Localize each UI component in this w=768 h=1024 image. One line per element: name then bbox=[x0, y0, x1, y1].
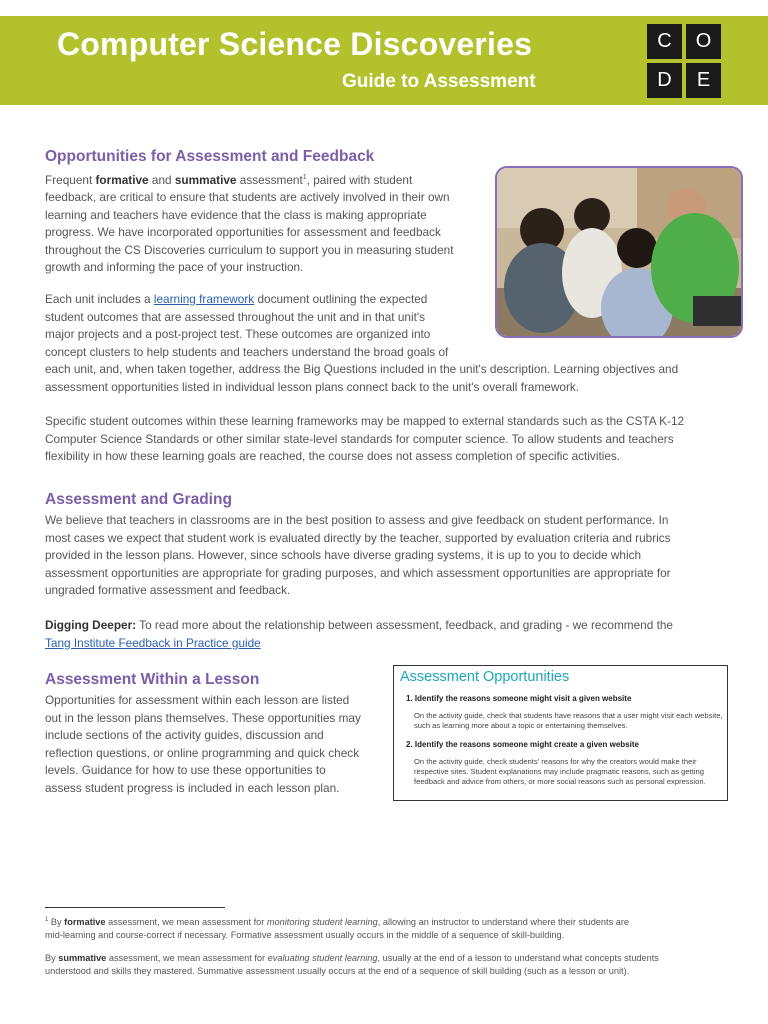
students-photo bbox=[495, 166, 743, 338]
document-title: Computer Science Discoveries bbox=[57, 26, 533, 62]
paragraph-standards: Specific student outcomes within these learning frameworks may be mapped to external standards such as the CSTA K-12 Computer Science Standards or other similar state-level standards for computer science. To allow students and teachers flexibility in how these learning goals are reached, the course does not assess completion of specific activities. bbox=[45, 414, 685, 463]
section-heading-grading: Assessment and Grading bbox=[45, 491, 232, 508]
section-heading-within-lesson: Assessment Within a Lesson bbox=[45, 671, 260, 688]
students-illustration bbox=[497, 168, 741, 336]
paragraph-digging-deeper: Digging Deeper: To read more about the relationship between assessment, feedback, and grading - we recommend the Tang Institute Feedback in Practice guide bbox=[45, 618, 673, 650]
footnote-marker: 1 bbox=[302, 174, 307, 181]
logo-letter: D bbox=[647, 63, 682, 98]
code-logo bbox=[647, 24, 721, 98]
paragraph-frequent-assessment: Frequent formative and summative assessment$^1$, paired with student feedback, are critical to ensure that students are actively involved in their own learning and teachers have evidence that the class is making appropriate progress. We have incorporated opportunities for assessment and feedback throughout the CS Discoveries curriculum to support you in measuring student growth and informing the pace of your instruction. bbox=[45, 172, 454, 275]
section-heading-opportunities: Opportunities for Assessment and Feedback bbox=[45, 148, 375, 165]
tang-institute-link[interactable]: Tang Institute Feedback in Practice guide bbox=[45, 635, 261, 650]
opportunities-title: Assessment Opportunities bbox=[400, 669, 570, 685]
logo-letter: C bbox=[647, 24, 682, 59]
learning-framework-link[interactable]: learning framework bbox=[153, 292, 255, 306]
opportunity-description: On the activity guide, check that students have reasons that a user might visit each website, such as learning more about a topic or entertaining themselves. bbox=[414, 711, 723, 730]
assessment-opportunities-box bbox=[393, 665, 728, 801]
footnote-divider bbox=[45, 907, 225, 908]
digging-deeper-label: Digging Deeper: bbox=[45, 618, 137, 632]
logo-letter: E bbox=[686, 63, 721, 98]
logo-letter: O bbox=[686, 24, 721, 59]
paragraph-within-lesson: Opportunities for assessment within each lesson are listed out in the lesson plans themselves. These opportunities may include sections of the activity guides, discussion and reflection questions, or online programming and quick check levels. Guidance for how to use these opportunities to assess student progress is included in each lesson plan. bbox=[45, 693, 361, 795]
footnote-summative: By summative assessment, we mean assessment for evaluating student learning, usually at the end of a lesson to understand what concepts students understood and skills they mastered. Summative assessment usually occurs at the end of a sequence of skill building (such as a lesson or unit). bbox=[45, 953, 659, 976]
opportunity-item: 1. Identify the reasons someone might visit a given website bbox=[406, 694, 632, 703]
paragraph-learning-framework: Each unit includes a learning framework document outlining the expected student outcomes that are assessed throughout the unit and in that unit's major projects and a post-project test. These outcomes are organized into concept clusters to help students and teachers understand the broad goals of each unit, and, when taken together, address the Big Questions included in the unit's description. Learning objectives and assessment opportunities listed in individual lesson plans connect back to the unit's overall framework. bbox=[45, 292, 679, 394]
opportunity-description: On the activity guide, check students' reasons for why the creators would make their respective sites. Student explanations may include pragmatic reasons, such as getting feedback and advice from others, or more social reasons such as personal expression. bbox=[414, 757, 706, 786]
paragraph-grading: We believe that teachers in classrooms are in the best position to assess and give feedback on student performance. In most cases we expect that student work is evaluated directly by the teacher, supported by evaluation criteria and rubrics provided in the lesson plans. However, since schools have diverse grading systems, it is up to you to decide which assessment opportunities are appropriate for grading purposes, and which assessment opportunities are appropriate for ungraded formative assessment and feedback. bbox=[45, 513, 671, 597]
opportunity-item: 2. Identify the reasons someone might create a given website bbox=[406, 740, 639, 749]
footnote-formative: $^1$ By formative assessment, we mean assessment for monitoring student learning, allowing an instructor to understand where their students are mid-learning and course-correct if necessary. Formative assessment usually occurs in the middle of a sequence of skill-building. bbox=[45, 917, 629, 940]
document-subtitle: Guide to Assessment bbox=[342, 71, 536, 92]
header-banner bbox=[0, 16, 768, 105]
